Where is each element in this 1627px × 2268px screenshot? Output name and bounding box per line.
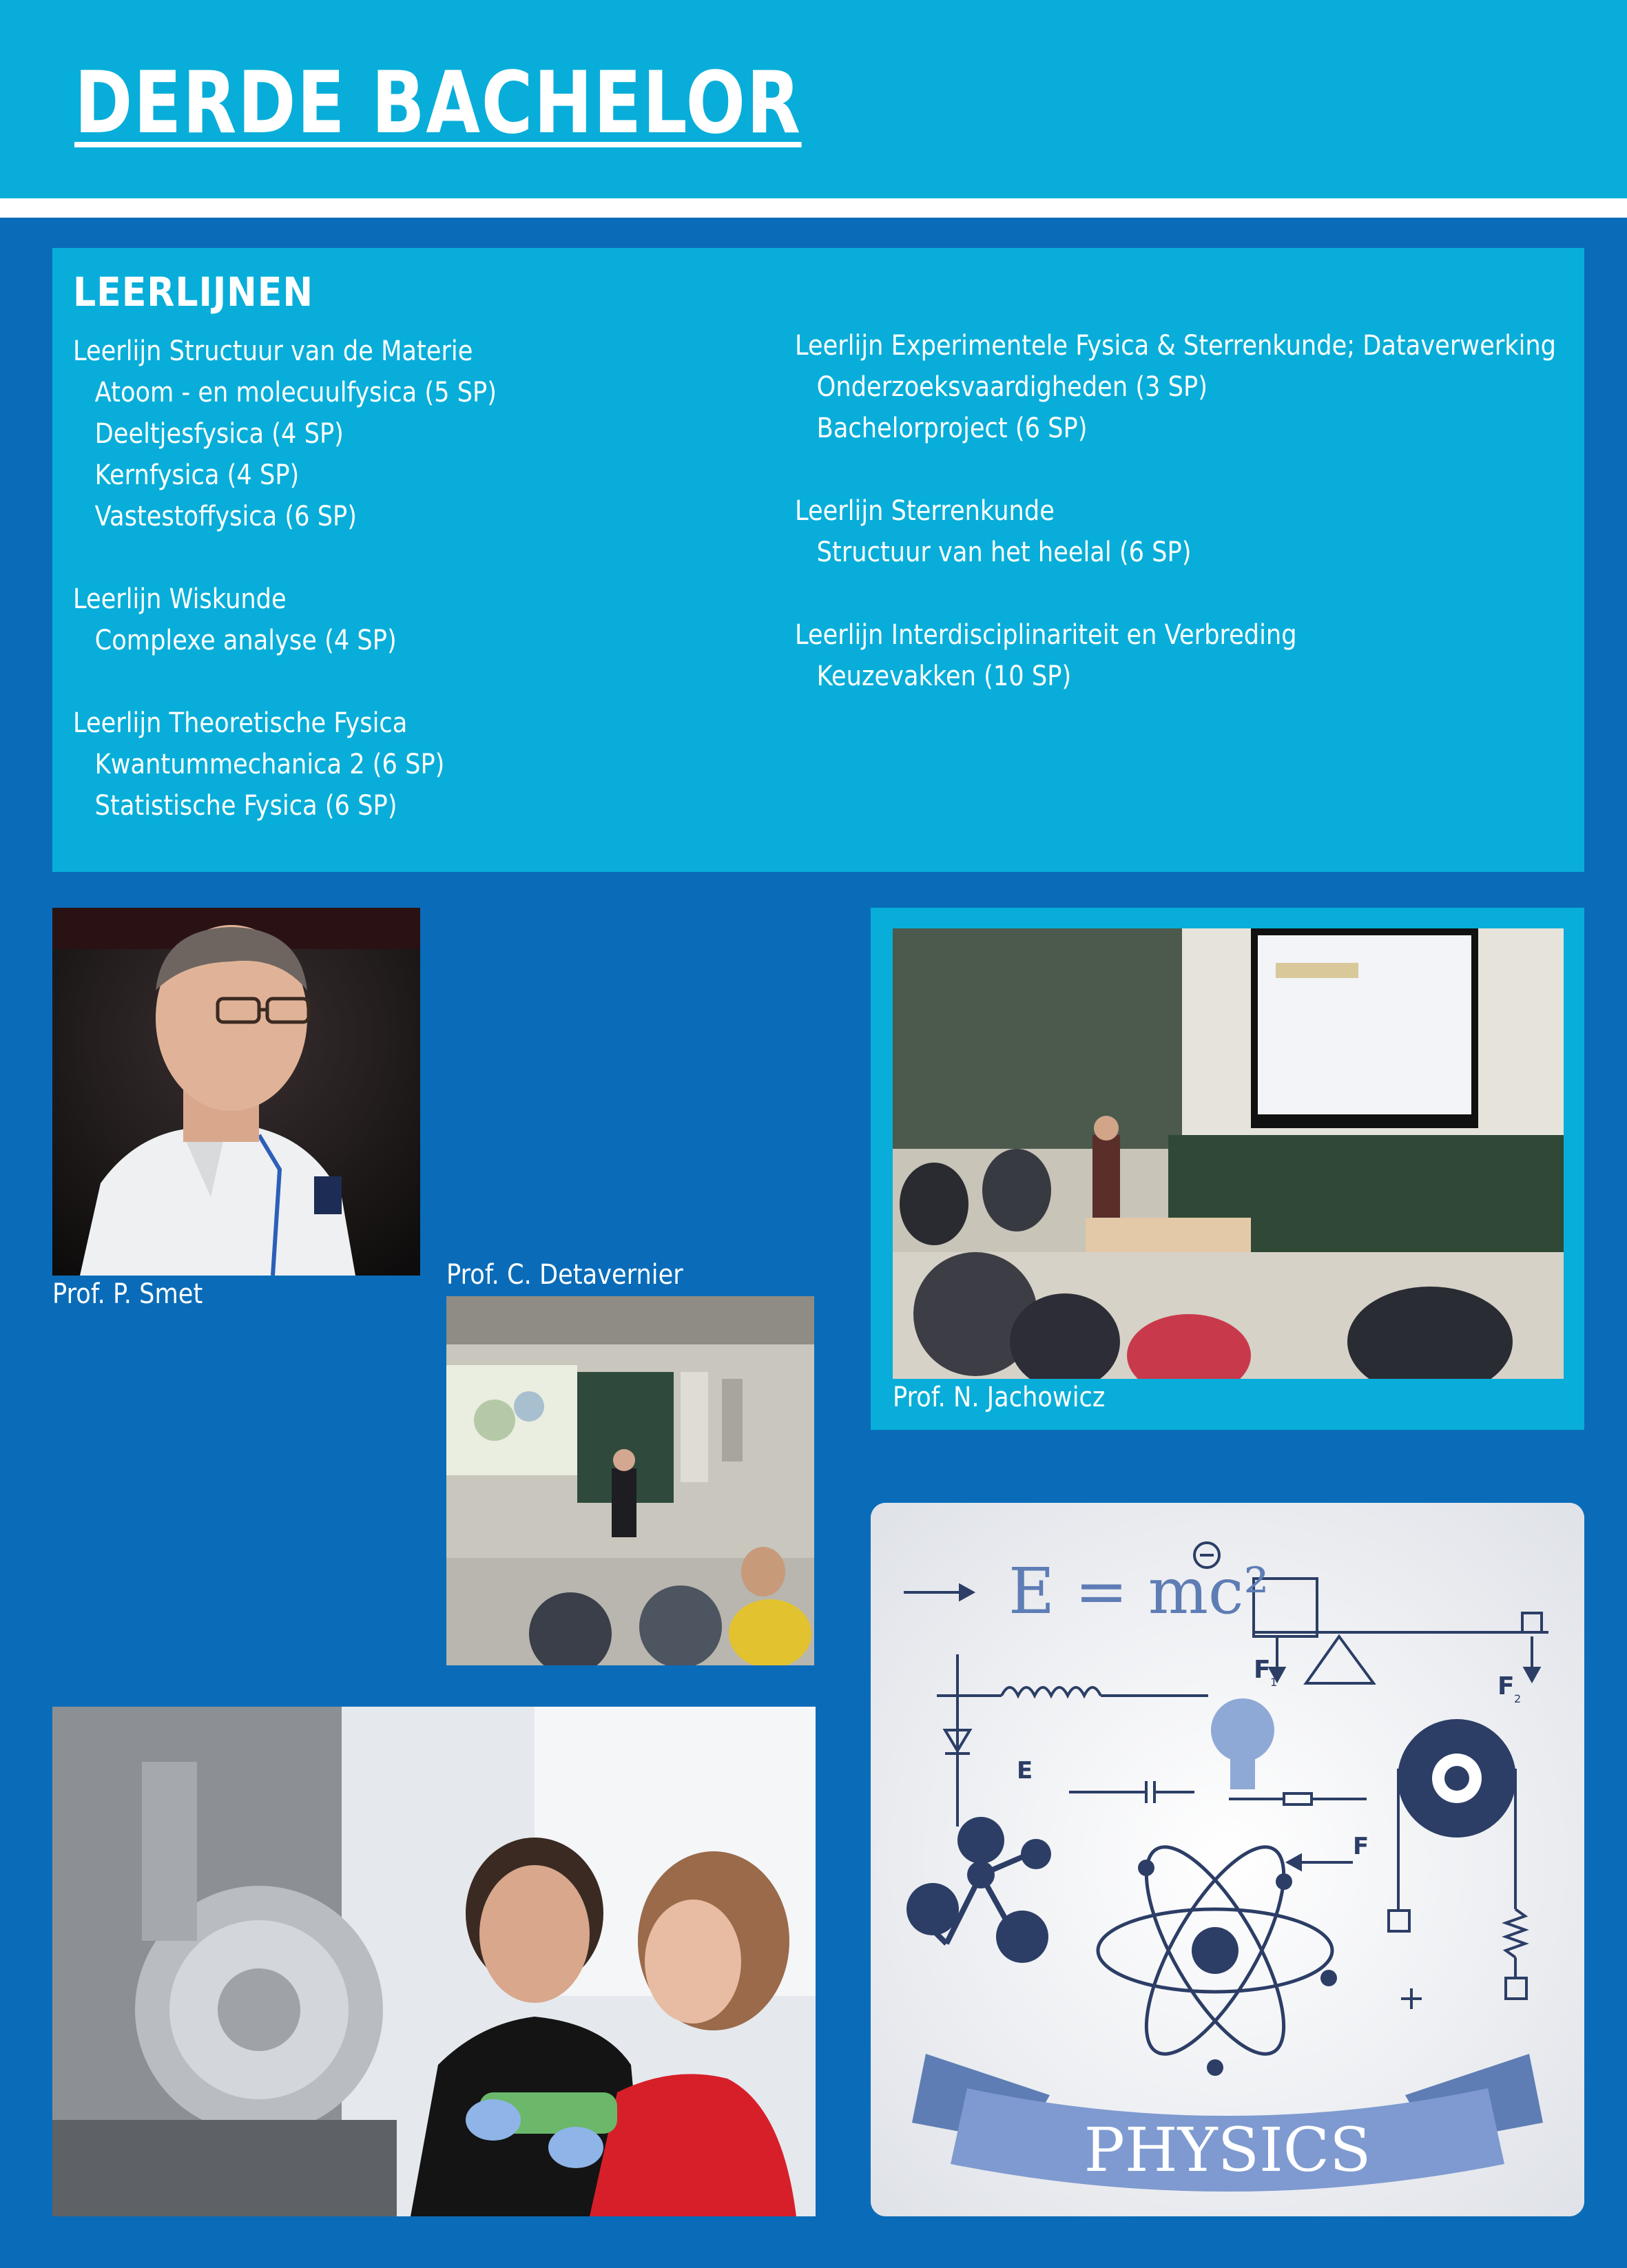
header-divider [0,198,1627,218]
leerlijnen-panel [52,248,1584,872]
leerlijnen-title: LEERLIJNEN [73,269,313,315]
spacer [0,218,1627,248]
course-item: Onderzoeksvaardigheden (3 SP) [816,371,1208,403]
force-label-f1: F [1254,1656,1271,1684]
course-item: Vastestoffysica (6 SP) [94,501,357,532]
leerlijnen-left-column [73,331,555,868]
force-label-f: F [1353,1833,1369,1860]
course-item: Structuur van het heelal (6 SP) [816,537,1192,568]
classroom-illustration [893,928,1564,1379]
page-title: DERDE BACHELOR [74,54,802,153]
page-header [0,0,1627,198]
force-label-f2: F [1498,1672,1515,1700]
leerlijn-heading: Leerlijn Interdisciplinariteit en Verbreding [795,619,1297,651]
equation-label: E = mc² [1008,1554,1270,1628]
photo-prof-smet [52,908,420,1276]
course-item: Complexe analyse (4 SP) [94,625,397,656]
force-label-f2-sub: 2 [1514,1692,1522,1705]
course-item: Atoom - en molecuulfysica (5 SP) [94,377,497,408]
caption-prof-jachowicz: Prof. N. Jachowicz [893,1382,1106,1413]
leerlijn-heading: Leerlijn Experimentele Fysica & Sterrenkunde; Dataverwerking [795,330,1557,362]
caption-prof-smet: Prof. P. Smet [52,1278,203,1310]
leerlijnen-right-column [795,325,1627,738]
leerlijn-group [73,703,555,826]
caption-prof-detavernier: Prof. C. Detavernier [446,1259,683,1291]
laboratory-illustration [52,1707,816,2216]
course-item: Kernfysica (4 SP) [94,459,300,491]
leerlijn-heading: Leerlijn Theoretische Fysica [73,707,408,739]
leerlijn-group [73,331,555,537]
force-label-f1-sub: 1 [1270,1676,1278,1689]
course-item: Keuzevakken (10 SP) [816,660,1072,692]
leerlijn-heading: Leerlijn Sterrenkunde [795,495,1055,527]
course-item: Statistische Fysica (6 SP) [94,790,397,822]
photo-lab-students [52,1707,816,2216]
field-label-e: E [1017,1757,1033,1785]
portrait-illustration [52,908,420,1276]
leerlijn-group [73,579,555,661]
leerlijn-heading: Leerlijn Structuur van de Materie [73,335,473,367]
lecture-hall-illustration [446,1296,814,1665]
course-item: Kwantummechanica 2 (6 SP) [94,749,445,780]
leerlijn-heading: Leerlijn Wiskunde [73,583,287,615]
leerlijn-group [795,614,1627,697]
course-item: Bachelorproject (6 SP) [816,413,1088,444]
leerlijn-group [795,325,1627,449]
physics-symbols-illustration [871,1503,1584,2216]
physics-infographic [871,1503,1584,2216]
physics-banner-text: PHYSICS [1084,2114,1371,2185]
photo-prof-jachowicz [893,928,1564,1379]
course-item: Deeltjesfysica (4 SP) [94,418,344,450]
photo-prof-detavernier [446,1296,814,1665]
leerlijn-group [795,490,1627,573]
